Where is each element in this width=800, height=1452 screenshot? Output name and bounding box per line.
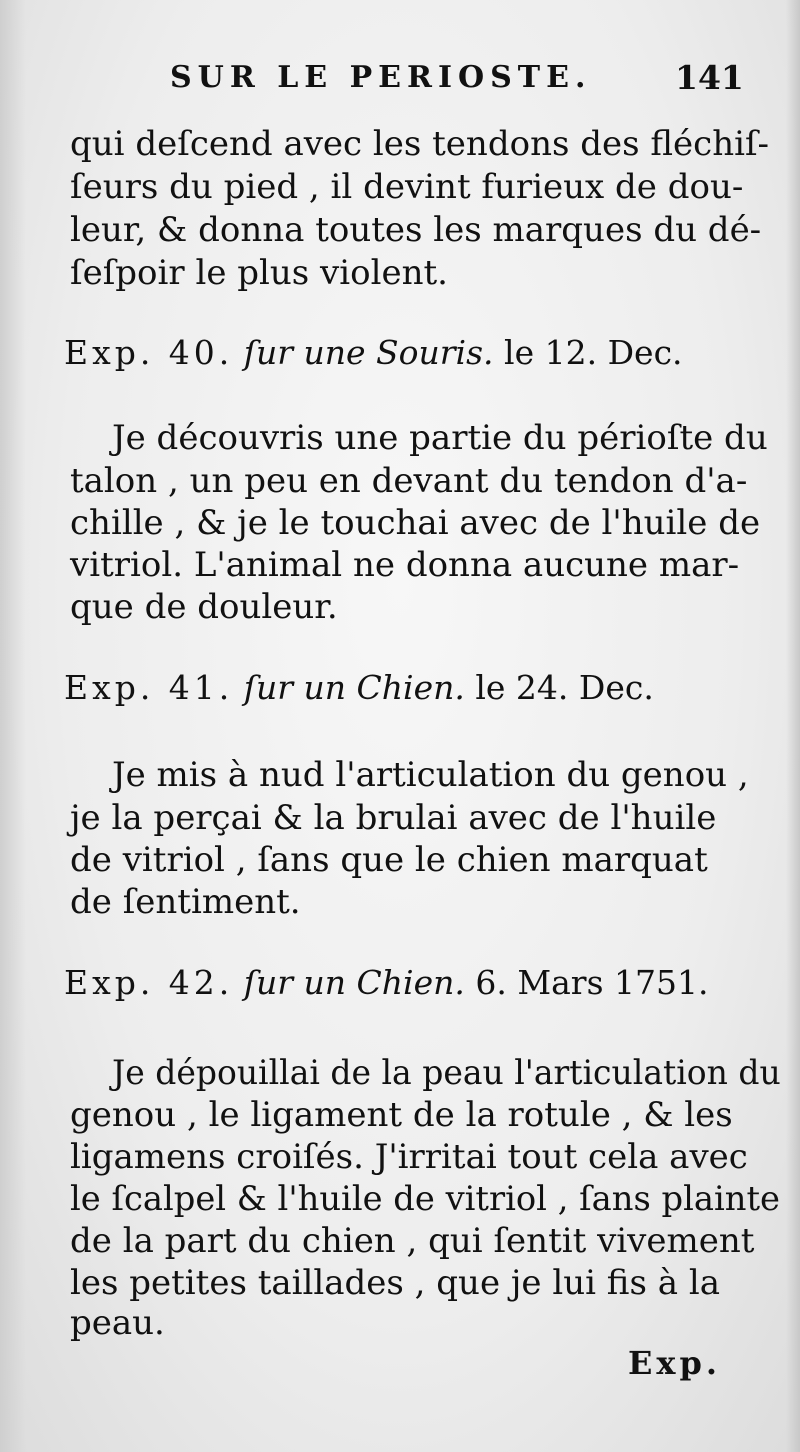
text-line: les petites taillades , que je lui fis à la — [70, 1263, 720, 1303]
text-line: que de douleur. — [70, 587, 338, 627]
catchword: Exp. — [628, 1344, 721, 1382]
text-line: de la part du chien , qui ſentit vivement — [70, 1221, 755, 1261]
text-line: peau. — [70, 1303, 165, 1343]
text-line: vitriol. L'animal ne donna aucune mar- — [70, 545, 740, 585]
text-line: Je dépouillai de la peau l'articulation du — [112, 1053, 781, 1093]
text-line: Je mis à nud l'articulation du genou , — [112, 755, 749, 795]
text-line: je la perçai & la brulai avec de l'huile — [70, 798, 717, 838]
text-line: ligamens croiſés. J'irritai tout cela avec — [70, 1137, 748, 1177]
text-line: de ſentiment. — [70, 882, 301, 922]
experiment-heading-42 — [64, 963, 708, 1003]
page-shadow-left — [0, 0, 26, 1452]
experiment-date: le 12. Dec. — [504, 333, 683, 372]
experiment-subject: ſur un Chien. — [243, 963, 465, 1002]
experiment-date: 6. Mars 1751. — [475, 963, 709, 1002]
text-line: de vitriol , ſans que le chien marquat — [70, 840, 708, 880]
text-line: ſeſpoir le plus violent. — [70, 253, 448, 293]
page-number: 141 — [675, 58, 744, 97]
text-line: leur, & donna toutes les marques du dé- — [70, 210, 762, 250]
page-shadow-right — [786, 0, 800, 1452]
experiment-date: le 24. Dec. — [475, 668, 654, 707]
text-line: chille , & je le touchai avec de l'huile de — [70, 503, 761, 543]
experiment-subject: ſur une Souris. — [243, 333, 494, 372]
text-line: qui deſcend avec les tendons des fléchiſ- — [70, 124, 770, 164]
experiment-label: Exp. 42. — [64, 963, 234, 1002]
text-line: talon , un peu en devant du tendon d'a- — [70, 461, 748, 501]
text-line: genou , le ligament de la rotule , & les — [70, 1095, 733, 1135]
experiment-label: Exp. 41. — [64, 668, 234, 707]
text-line: Je découvris une partie du périoſte du — [112, 418, 768, 458]
running-head: SUR LE PERIOSTE. — [170, 60, 592, 95]
experiment-heading-41 — [64, 668, 654, 708]
text-line: le ſcalpel & l'huile de vitriol , ſans plainte — [70, 1179, 780, 1219]
text-line: ſeurs du pied , il devint furieux de dou- — [70, 167, 744, 207]
experiment-heading-40 — [64, 333, 683, 373]
experiment-label: Exp. 40. — [64, 333, 234, 372]
experiment-subject: ſur un Chien. — [243, 668, 465, 707]
